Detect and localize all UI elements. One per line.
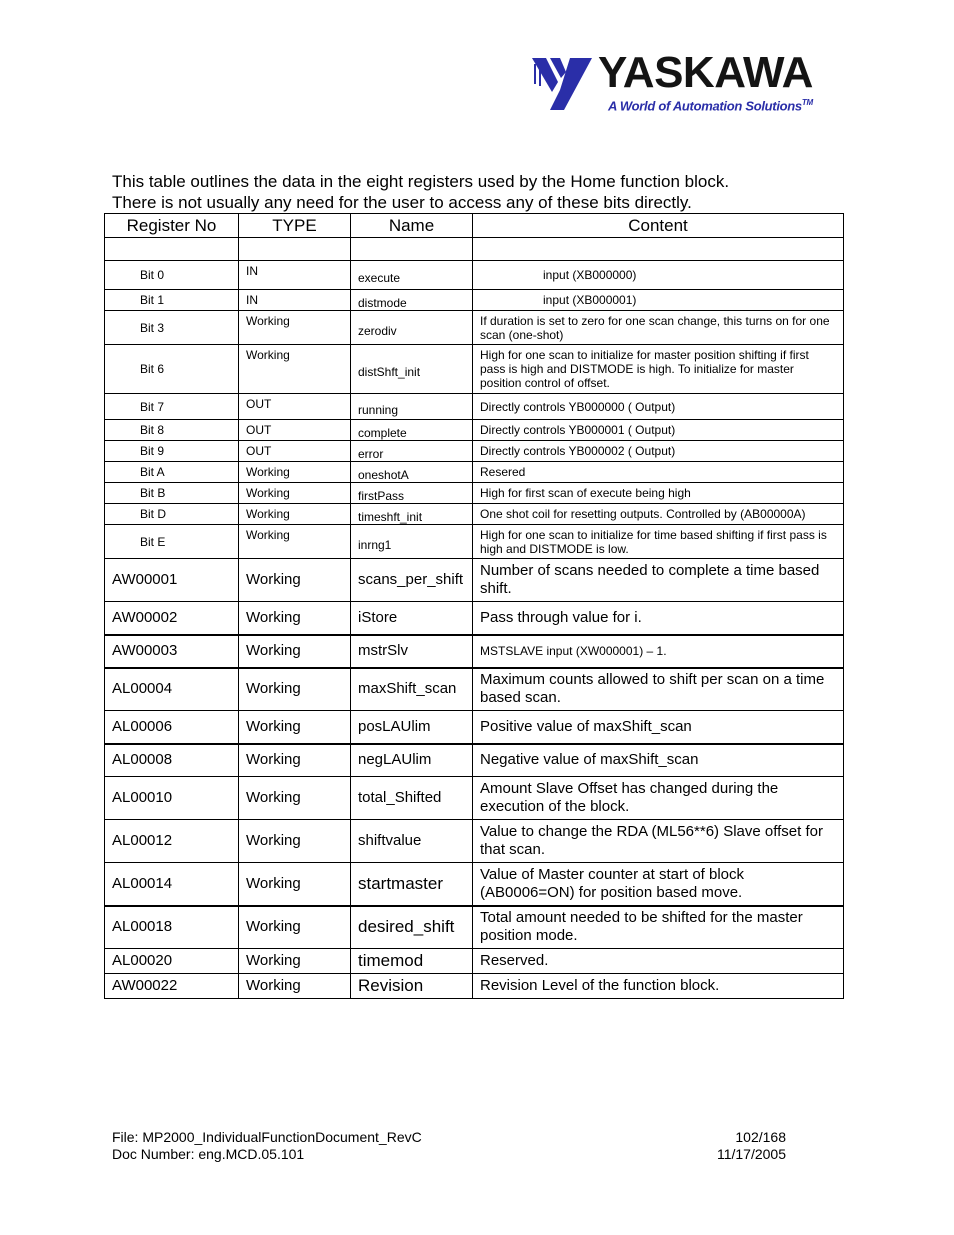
header-content: Content: [473, 214, 844, 238]
cell-name: execute: [351, 261, 473, 290]
cell-name: oneshotA: [351, 462, 473, 483]
table-row: [105, 602, 844, 635]
cell-name: iStore: [351, 602, 473, 635]
cell-register: Bit 8: [105, 420, 239, 441]
cell-name: negLAUlim: [351, 744, 473, 777]
cell-name: desired_shift: [351, 906, 473, 949]
cell-register: AL00008: [105, 744, 239, 777]
cell-register: Bit D: [105, 504, 239, 525]
cell-type: Working: [239, 949, 351, 974]
table-row: [105, 261, 844, 290]
empty-row: [105, 238, 844, 261]
cell-name: maxShift_scan: [351, 668, 473, 711]
yaskawa-wing-icon: [530, 56, 594, 112]
table-row: [105, 744, 844, 777]
cell-content: MSTSLAVE input (XW000001) – 1.: [473, 635, 844, 668]
cell-type: OUT: [239, 441, 351, 462]
intro-text: [112, 171, 729, 213]
table-row: [105, 777, 844, 820]
table-row: [105, 394, 844, 420]
table-row: [105, 711, 844, 744]
cell-register: Bit B: [105, 483, 239, 504]
cell-name: startmaster: [351, 863, 473, 906]
cell-register: AL00004: [105, 668, 239, 711]
cell-register: AL00018: [105, 906, 239, 949]
table-row: [105, 345, 844, 394]
cell-name: distShft_init: [351, 345, 473, 394]
cell-type: OUT: [239, 394, 351, 420]
cell-register: Bit 9: [105, 441, 239, 462]
table-row: [105, 462, 844, 483]
cell-name: running: [351, 394, 473, 420]
table-row: [105, 420, 844, 441]
table-row: [105, 483, 844, 504]
cell-type: Working: [239, 863, 351, 906]
cell-content: Directly controls YB000002 ( Output): [473, 441, 844, 462]
cell-register: AW00002: [105, 602, 239, 635]
cell-content: Positive value of maxShift_scan: [473, 711, 844, 744]
cell-name: scans_per_shift: [351, 559, 473, 602]
cell-type: Working: [239, 635, 351, 668]
header-register-no: Register No: [105, 214, 239, 238]
table-row: [105, 668, 844, 711]
table-row: [105, 525, 844, 559]
cell-content: High for one scan to initialize for master position shifting if first pass is high and DISTMODE is high. To initialize for master position control of offset.: [473, 345, 844, 394]
cell-register: AL00014: [105, 863, 239, 906]
cell-content: Directly controls YB000001 ( Output): [473, 420, 844, 441]
cell-register: Bit 6: [105, 345, 239, 394]
cell-register: AL00006: [105, 711, 239, 744]
cell-content: input (XB000000): [473, 261, 844, 290]
cell-name: inrng1: [351, 525, 473, 559]
yaskawa-logo: [530, 48, 830, 118]
table-row: [105, 441, 844, 462]
table-row: [105, 311, 844, 345]
cell-content: Reserved.: [473, 949, 844, 974]
footer-date: 11/17/2005: [716, 1146, 786, 1162]
footer-page: 102/168: [735, 1129, 786, 1145]
cell-type: Working: [239, 345, 351, 394]
cell-content: High for first scan of execute being high: [473, 483, 844, 504]
logo-tagline: A World of Automation Solutions™: [608, 98, 813, 114]
intro-line-1: This table outlines the data in the eight registers used by the Home function block.: [112, 172, 730, 191]
table-row: [105, 290, 844, 311]
cell-name: total_Shifted: [351, 777, 473, 820]
cell-type: Working: [239, 777, 351, 820]
cell-register: Bit 1: [105, 290, 239, 311]
cell-name: timeshft_init: [351, 504, 473, 525]
cell-content: Value to change the RDA (ML56**6) Slave offset for that scan.: [473, 820, 844, 863]
header-name: Name: [351, 214, 473, 238]
table-row: [105, 974, 844, 999]
cell-name: mstrSlv: [351, 635, 473, 668]
cell-name: zerodiv: [351, 311, 473, 345]
cell-register: AL00020: [105, 949, 239, 974]
cell-type: Working: [239, 311, 351, 345]
cell-content: Pass through value for i.: [473, 602, 844, 635]
cell-type: Working: [239, 711, 351, 744]
cell-name: Revision: [351, 974, 473, 999]
logo-brand: YASKAWA: [598, 48, 813, 97]
cell-content: Revision Level of the function block.: [473, 974, 844, 999]
cell-name: timemod: [351, 949, 473, 974]
table-row: [105, 635, 844, 668]
register-table: [104, 213, 844, 999]
cell-register: Bit A: [105, 462, 239, 483]
cell-name: firstPass: [351, 483, 473, 504]
cell-name: shiftvalue: [351, 820, 473, 863]
footer-doc-number: Doc Number: eng.MCD.05.101: [112, 1146, 305, 1162]
cell-type: Working: [239, 504, 351, 525]
cell-type: Working: [239, 668, 351, 711]
cell-type: Working: [239, 462, 351, 483]
cell-register: Bit 3: [105, 311, 239, 345]
cell-content: Maximum counts allowed to shift per scan on a time based scan.: [473, 668, 844, 711]
cell-register: AW00022: [105, 974, 239, 999]
cell-name: error: [351, 441, 473, 462]
table-row: [105, 504, 844, 525]
cell-name: posLAUlim: [351, 711, 473, 744]
cell-type: Working: [239, 744, 351, 777]
cell-content: If duration is set to zero for one scan change, this turns on for one scan (one-shot): [473, 311, 844, 345]
cell-content: Number of scans needed to complete a time based shift.: [473, 559, 844, 602]
cell-name: complete: [351, 420, 473, 441]
cell-name: distmode: [351, 290, 473, 311]
cell-type: Working: [239, 559, 351, 602]
cell-content: Amount Slave Offset has changed during the execution of the block.: [473, 777, 844, 820]
cell-content: Value of Master counter at start of block (AB0006=ON) for position based move.: [473, 863, 844, 906]
cell-type: Working: [239, 974, 351, 999]
cell-content: Negative value of maxShift_scan: [473, 744, 844, 777]
cell-register: AL00010: [105, 777, 239, 820]
cell-type: Working: [239, 602, 351, 635]
cell-type: Working: [239, 820, 351, 863]
table-header-row: [105, 214, 844, 238]
table-row: [105, 906, 844, 949]
cell-type: IN: [239, 261, 351, 290]
cell-type: Working: [239, 906, 351, 949]
intro-line-2: There is not usually any need for the user to access any of these bits directly.: [112, 193, 692, 212]
cell-type: OUT: [239, 420, 351, 441]
cell-register: AL00012: [105, 820, 239, 863]
table-row: [105, 949, 844, 974]
cell-type: Working: [239, 525, 351, 559]
cell-content: input (XB000001): [473, 290, 844, 311]
cell-content: High for one scan to initialize for time based shifting if first pass is high and DISTMODE is low.: [473, 525, 844, 559]
cell-register: AW00001: [105, 559, 239, 602]
header-type: TYPE: [239, 214, 351, 238]
table-row: [105, 559, 844, 602]
cell-type: Working: [239, 483, 351, 504]
cell-register: Bit 7: [105, 394, 239, 420]
cell-content: Directly controls YB000000 ( Output): [473, 394, 844, 420]
cell-type: IN: [239, 290, 351, 311]
cell-content: Resered: [473, 462, 844, 483]
cell-content: Total amount needed to be shifted for the master position mode.: [473, 906, 844, 949]
cell-register: Bit E: [105, 525, 239, 559]
cell-register: AW00003: [105, 635, 239, 668]
cell-register: Bit 0: [105, 261, 239, 290]
footer-file: File: MP2000_IndividualFunctionDocument_RevC: [112, 1129, 422, 1145]
table-row: [105, 863, 844, 906]
table-row: [105, 820, 844, 863]
cell-content: One shot coil for resetting outputs. Controlled by (AB00000A): [473, 504, 844, 525]
